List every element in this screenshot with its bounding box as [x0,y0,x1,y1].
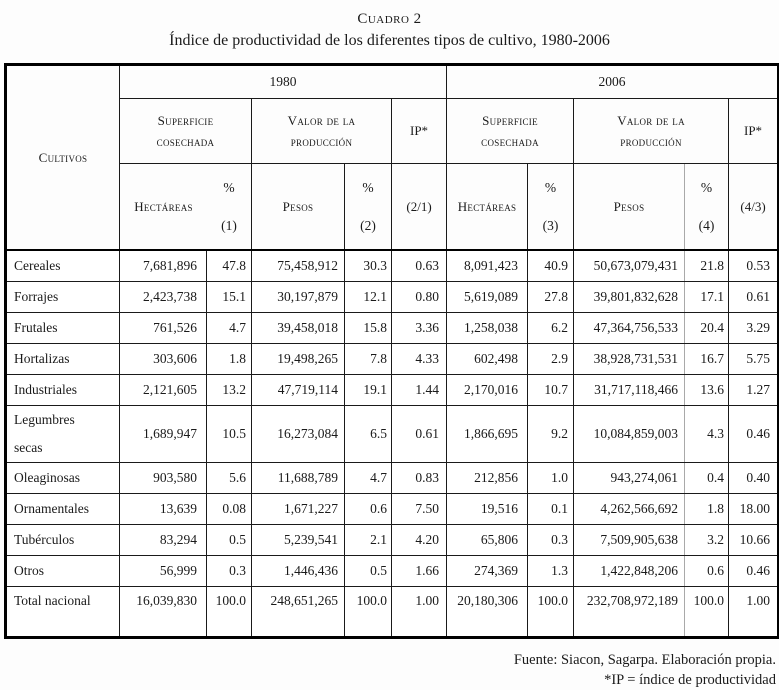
table-cell: 2.9 [528,344,574,375]
table-cell: 903,580 [120,463,207,494]
table-cell: 19,498,265 [252,344,345,375]
table-cell: 0.53 [729,250,779,282]
header-pesos-2006: Pesos [574,164,685,251]
table-cell: 1.0 [528,463,574,494]
table-cell: 100.0 [685,587,729,638]
table-cell: 19.1 [345,375,392,406]
table-cell: 1.3 [528,556,574,587]
pct-symbol: % [223,179,235,195]
table-cell: 21.8 [685,250,729,282]
table-cell: 232,708,972,189 [574,587,685,638]
table-row [6,313,779,344]
row-label: Frutales [6,313,120,344]
table-row [6,406,779,463]
table-cell: 75,458,912 [252,250,345,282]
table-cell: 1,446,436 [252,556,345,587]
row-label: Industriales [6,375,120,406]
table-cell: 5.6 [207,463,252,494]
header-hectareas-1980: Hectáreas [134,198,193,214]
table-cell: 16,273,084 [252,406,345,463]
table-cell: 38,928,731,531 [574,344,685,375]
table-header [6,65,779,251]
table-cell: 11,688,789 [252,463,345,494]
row-label: Legumbres secas [6,406,120,463]
table-cell: 47.8 [207,250,252,282]
table-cell: 1,258,038 [447,313,528,344]
header-row-years [6,65,779,99]
table-cell: 1.44 [392,375,447,406]
header-ratio-2006: (4/3) [729,164,779,251]
table-cell: 7.8 [345,344,392,375]
table-cell: 2.1 [345,525,392,556]
table-caption: Cuadro 2 [357,11,422,27]
pct-symbol: % [362,179,374,195]
table-cell: 6.5 [345,406,392,463]
header-superficie-1980-label: Superficie cosechada [156,113,215,149]
table-cell: 18.00 [729,494,779,525]
table-cell: 0.46 [729,556,779,587]
table-cell: 4.33 [392,344,447,375]
table-cell: 3.29 [729,313,779,344]
header-hectareas-pct-1980 [120,164,252,251]
source-note: Fuente: Siacon, Sagarpa. Elaboración propia. [513,652,776,668]
header-ip-1980: IP* [392,99,447,164]
table-cell: 0.3 [528,525,574,556]
row-label: Cereales [6,250,120,282]
table-cell: 0.3 [207,556,252,587]
table-cell: 1.8 [207,344,252,375]
table-cell: 1,689,947 [120,406,207,463]
table-cell: 3.2 [685,525,729,556]
row-label: Total nacional [6,587,120,638]
table-cell: 47,364,756,533 [574,313,685,344]
table-cell: 2,170,016 [447,375,528,406]
table-row [6,250,779,282]
table-cell: 943,274,061 [574,463,685,494]
pct-note-2: (2) [360,217,376,233]
table-cell: 10.7 [528,375,574,406]
table-cell: 4,262,566,692 [574,494,685,525]
pct-symbol: % [544,179,557,195]
table-row [6,282,779,313]
table-cell: 16,039,830 [120,587,207,638]
table-cell: 0.61 [729,282,779,313]
table-cell: 20,180,306 [447,587,528,638]
table-row [6,463,779,494]
table-cell: 31,717,118,466 [574,375,685,406]
header-pct-3 [528,164,574,251]
header-row-units [6,164,779,251]
header-superficie-2006 [447,99,574,164]
header-valor-1980 [252,99,392,164]
table-cell: 0.4 [685,463,729,494]
table-row [6,375,779,406]
table-row [6,525,779,556]
table-cell: 47,719,114 [252,375,345,406]
header-valor-1980-label: Valor de la producción [287,113,356,149]
table-cell: 13,639 [120,494,207,525]
table-cell: 10.66 [729,525,779,556]
table-cell: 0.6 [685,556,729,587]
table-footnotes [4,650,776,690]
table-cell: 1,422,848,206 [574,556,685,587]
ip-note: *IP = índice de productividad [604,672,776,688]
header-year-1980: 1980 [120,65,447,99]
table-cell: 100.0 [345,587,392,638]
table-cell: 56,999 [120,556,207,587]
table-cell: 50,673,079,431 [574,250,685,282]
row-label: Otros [6,556,120,587]
header-valor-2006 [574,99,729,164]
row-label: Tubérculos [6,525,120,556]
table-cell: 0.40 [729,463,779,494]
table-cell: 6.2 [528,313,574,344]
table-cell: 0.08 [207,494,252,525]
table-cell: 5.75 [729,344,779,375]
table-cell: 20.4 [685,313,729,344]
table-cell: 30,197,879 [252,282,345,313]
table-cell: 0.5 [345,556,392,587]
table-cell: 100.0 [207,587,252,638]
table-cell: 16.7 [685,344,729,375]
header-pct-2 [345,164,392,251]
pct-note-1: (1) [221,217,237,233]
table-cell: 13.6 [685,375,729,406]
table-cell: 10.5 [207,406,252,463]
table-cell: 1.8 [685,494,729,525]
table-cell: 0.83 [392,463,447,494]
table-cell: 7,681,896 [120,250,207,282]
table-cell: 274,369 [447,556,528,587]
table-cell: 1.27 [729,375,779,406]
table-cell: 5,239,541 [252,525,345,556]
table-cell: 7,509,905,638 [574,525,685,556]
table-row [6,344,779,375]
table-title: Índice de productividad de los diferentes tipos de cultivo, 1980-2006 [169,32,610,49]
merged-hectareas-pct [120,180,251,234]
table-row [6,494,779,525]
header-pct-1 [207,180,251,234]
table-cell: 0.80 [392,282,447,313]
table-cell: 761,526 [120,313,207,344]
table-cell: 0.5 [207,525,252,556]
table-cell: 10,084,859,003 [574,406,685,463]
table-cell: 4.3 [685,406,729,463]
table-cell: 27.8 [528,282,574,313]
table-cell: 39,801,832,628 [574,282,685,313]
table-cell: 1.00 [729,587,779,638]
table-cell: 12.1 [345,282,392,313]
productivity-table [4,63,779,639]
header-cultivos: Cultivos [6,65,120,251]
table-cell: 0.1 [528,494,574,525]
table-cell: 40.9 [528,250,574,282]
table-cell: 100.0 [528,587,574,638]
table-row [6,556,779,587]
table-cell: 212,856 [447,463,528,494]
pct-note-4: (4) [698,217,715,233]
header-pesos-1980: Pesos [252,164,345,251]
header-superficie-2006-label: Superficie cosechada [481,113,539,149]
table-cell: 8,091,423 [447,250,528,282]
table-cell: 30.3 [345,250,392,282]
table-cell: 1,866,695 [447,406,528,463]
table-cell: 0.61 [392,406,447,463]
table-cell: 602,498 [447,344,528,375]
header-year-2006: 2006 [447,65,779,99]
row-label: Ornamentales [6,494,120,525]
table-cell: 0.6 [345,494,392,525]
table-cell: 0.46 [729,406,779,463]
table-cell: 248,651,265 [252,587,345,638]
table-cell: 1.66 [392,556,447,587]
table-cell: 19,516 [447,494,528,525]
table-cell: 2,423,738 [120,282,207,313]
table-cell: 1,671,227 [252,494,345,525]
table-cell: 0.63 [392,250,447,282]
header-hectareas-2006: Hectáreas [447,164,528,251]
header-ratio-1980: (2/1) [392,164,447,251]
table-cell: 2,121,605 [120,375,207,406]
table-cell: 303,606 [120,344,207,375]
header-ip-2006: IP* [729,99,779,164]
table-cell: 4.7 [345,463,392,494]
table-cell: 15.8 [345,313,392,344]
table-cell: 39,458,018 [252,313,345,344]
header-valor-2006-label: Valor de la producción [617,113,685,149]
table-cell: 5,619,089 [447,282,528,313]
table-cell: 4.20 [392,525,447,556]
pct-symbol: % [700,179,713,195]
title-block [0,0,779,52]
table-cell: 65,806 [447,525,528,556]
table-cell: 4.7 [207,313,252,344]
table-cell: 1.00 [392,587,447,638]
table-cell: 9.2 [528,406,574,463]
header-row-groups [6,99,779,164]
table-cell: 13.2 [207,375,252,406]
table-cell: 83,294 [120,525,207,556]
header-pct-4 [685,164,729,251]
table-cell: 15.1 [207,282,252,313]
header-superficie-1980 [120,99,252,164]
table-cell: 3.36 [392,313,447,344]
table-body [6,250,779,638]
table-row [6,587,779,638]
table-cell: 17.1 [685,282,729,313]
table-cell: 7.50 [392,494,447,525]
row-label: Forrajes [6,282,120,313]
row-label: Hortalizas [6,344,120,375]
pct-note-3: (3) [542,217,559,233]
row-label: Oleaginosas [6,463,120,494]
